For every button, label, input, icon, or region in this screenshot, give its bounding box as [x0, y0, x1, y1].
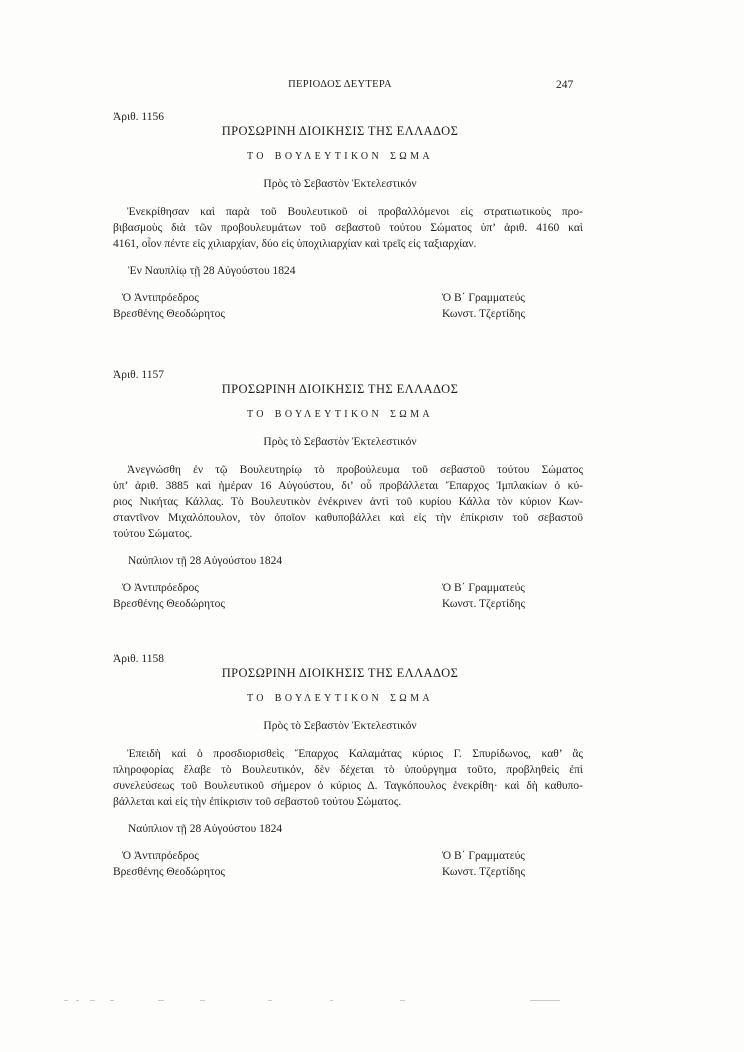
scan-mark [200, 1000, 205, 1001]
signatures [0, 290, 744, 322]
page-number: 247 [556, 79, 574, 91]
document-entry [0, 109, 744, 322]
text-line: βιβασμοὺς διὰ τῶν προβουλευμάτων τοῦ σεβαστοῦ τούτου Σώματος ὑπ’ ἀριθ. 4160 καὶ [113, 222, 583, 234]
issuing-body: ΤΟ ΒΟΥΛΕΥΤΙΚΟΝ ΣΩΜΑ [246, 693, 434, 704]
document-text [113, 462, 583, 542]
signature-left-name: Βρεσθένης Θεοδώρητος [113, 598, 225, 610]
signature-left-name: Βρεσθένης Θεοδώρητος [113, 866, 225, 878]
signature-right-title: Ὁ Β΄ Γραμματεύς [442, 292, 525, 304]
text-line: συνελεύσεως τοῦ Βουλευτικοῦ σήμερον ὁ κύριος Δ. Ταγκόπουλος ἐνεκρίθη· καὶ δὴ καθυπο- [113, 780, 583, 792]
place-date: Ναύπλιον τῇ 28 Αὐγούστου 1824 [128, 555, 283, 567]
place-date: Ναύπλιον τῇ 28 Αὐγούστου 1824 [128, 823, 283, 835]
issuing-authority: ΠΡΟΣΩΡΙΝΗ ΔΙΟΙΚΗΣΙΣ ΤΗΣ ΕΛΛΑΔΟΣ [221, 382, 459, 396]
document-text [113, 204, 583, 252]
signature-left-title: Ὁ Ἀντιπρόεδρος [122, 292, 199, 304]
running-header: ΠΕΡΙΟΔΟΣ ΔΕΥΤΕΡΑ [288, 79, 392, 90]
scan-mark [530, 1000, 560, 1001]
scan-mark [268, 1000, 272, 1001]
signature-right-name: Κωνστ. Τζερτίδης [442, 598, 526, 610]
scan-mark [400, 1000, 405, 1001]
signature-left-name: Βρεσθένης Θεοδώρητος [113, 308, 225, 320]
text-line: βάλλεται καὶ εἰς τὴν ἐπίκρισιν τοῦ σεβαστοῦ τούτου Σώματος. [113, 796, 402, 808]
document-entry [0, 651, 744, 880]
text-line: 4161, οἷον πέντε εἰς χιλιαρχίαν, δύο εἰς ὑποχιλιαρχίαν καὶ τρεῖς εἰς ταξιαρχίαν. [113, 238, 477, 250]
issuing-body: ΤΟ ΒΟΥΛΕΥΤΙΚΟΝ ΣΩΜΑ [246, 151, 434, 162]
document-entry [0, 367, 744, 612]
place-date: Ἐν Ναυπλίῳ τῇ 28 Αὐγούστου 1824 [128, 265, 296, 277]
text-line: Ἐνεκρίθησαν καὶ παρὰ τοῦ Βουλευτικοῦ οἱ προβαλλόμενοι εἰς στρατιωτικοὺς προ- [127, 206, 583, 218]
signature-left-title: Ὁ Ἀντιπρόεδρος [122, 850, 199, 862]
text-line: ὑπ’ ἀριθ. 3885 καὶ ἡμέραν 16 Αὐγούστου, δι’ οὗ προβάλλεται Ἔπαρχος Ἰμπλακίων ὁ κύ- [113, 480, 583, 492]
signature-right-name: Κωνστ. Τζερτίδης [442, 308, 526, 320]
signature-right-name: Κωνστ. Τζερτίδης [442, 866, 526, 878]
text-line: τούτου Σώματος. [113, 528, 193, 540]
signature-left-title: Ὁ Ἀντιπρόεδρος [122, 582, 199, 594]
text-line: ριος Νικήτας Κάλλας. Τὸ Βουλευτικὸν ἐνέκρινεν ἀντὶ τοῦ κυρίου Κάλλα τὸν κύριον Κων- [113, 496, 583, 508]
document-number: Ἀριθ. 1158 [113, 653, 164, 665]
scan-mark [90, 1000, 95, 1001]
scan-mark [158, 1000, 164, 1001]
document-number: Ἀριθ. 1156 [113, 111, 164, 123]
issuing-authority: ΠΡΟΣΩΡΙΝΗ ΔΙΟΙΚΗΣΙΣ ΤΗΣ ΕΛΛΑΔΟΣ [221, 666, 459, 680]
issuing-body: ΤΟ ΒΟΥΛΕΥΤΙΚΟΝ ΣΩΜΑ [246, 409, 434, 420]
signature-right-title: Ὁ Β΄ Γραμματεύς [442, 850, 525, 862]
text-line: πληροφορίας ἔλαβε τὸ Βουλευτικόν, δὲν δέχεται τὸ ὑπούργημα τοῦτο, προβληθεὶς ἐπὶ [113, 764, 583, 776]
addressee: Πρὸς τὸ Σεβαστὸν Ἐκτελεστικόν [263, 436, 417, 448]
document-text [113, 746, 583, 810]
signatures [0, 848, 744, 880]
addressee: Πρὸς τὸ Σεβαστὸν Ἐκτελεστικόν [263, 178, 417, 190]
scan-mark [64, 1000, 68, 1001]
signatures [0, 580, 744, 612]
scan-mark [110, 1000, 114, 1001]
document-number: Ἀριθ. 1157 [113, 369, 164, 381]
text-line: Ἀνεγνώσθη ἐν τῷ Βουλευτηρίῳ τὸ προβούλευμα τοῦ σεβαστοῦ τούτου Σώματος [127, 464, 583, 476]
text-line: Ἐπειδὴ καὶ ὁ προσδιορισθεὶς Ἔπαρχος Καλαμάτας κύριος Γ. Σπυρίδωνος, καθ’ ἃς [127, 748, 583, 760]
signature-right-title: Ὁ Β΄ Γραμματεύς [442, 582, 525, 594]
scan-mark [330, 1000, 333, 1001]
issuing-authority: ΠΡΟΣΩΡΙΝΗ ΔΙΟΙΚΗΣΙΣ ΤΗΣ ΕΛΛΑΔΟΣ [221, 124, 459, 138]
addressee: Πρὸς τὸ Σεβαστὸν Ἐκτελεστικόν [263, 720, 417, 732]
scan-mark [76, 1000, 79, 1001]
text-line: σταντῖνον Μιχαλόπουλον, τὸν ὁποῖον καθυποβάλλει καὶ εἰς τὴν ἐπίκρισιν τοῦ σεβαστοῦ [113, 512, 583, 524]
